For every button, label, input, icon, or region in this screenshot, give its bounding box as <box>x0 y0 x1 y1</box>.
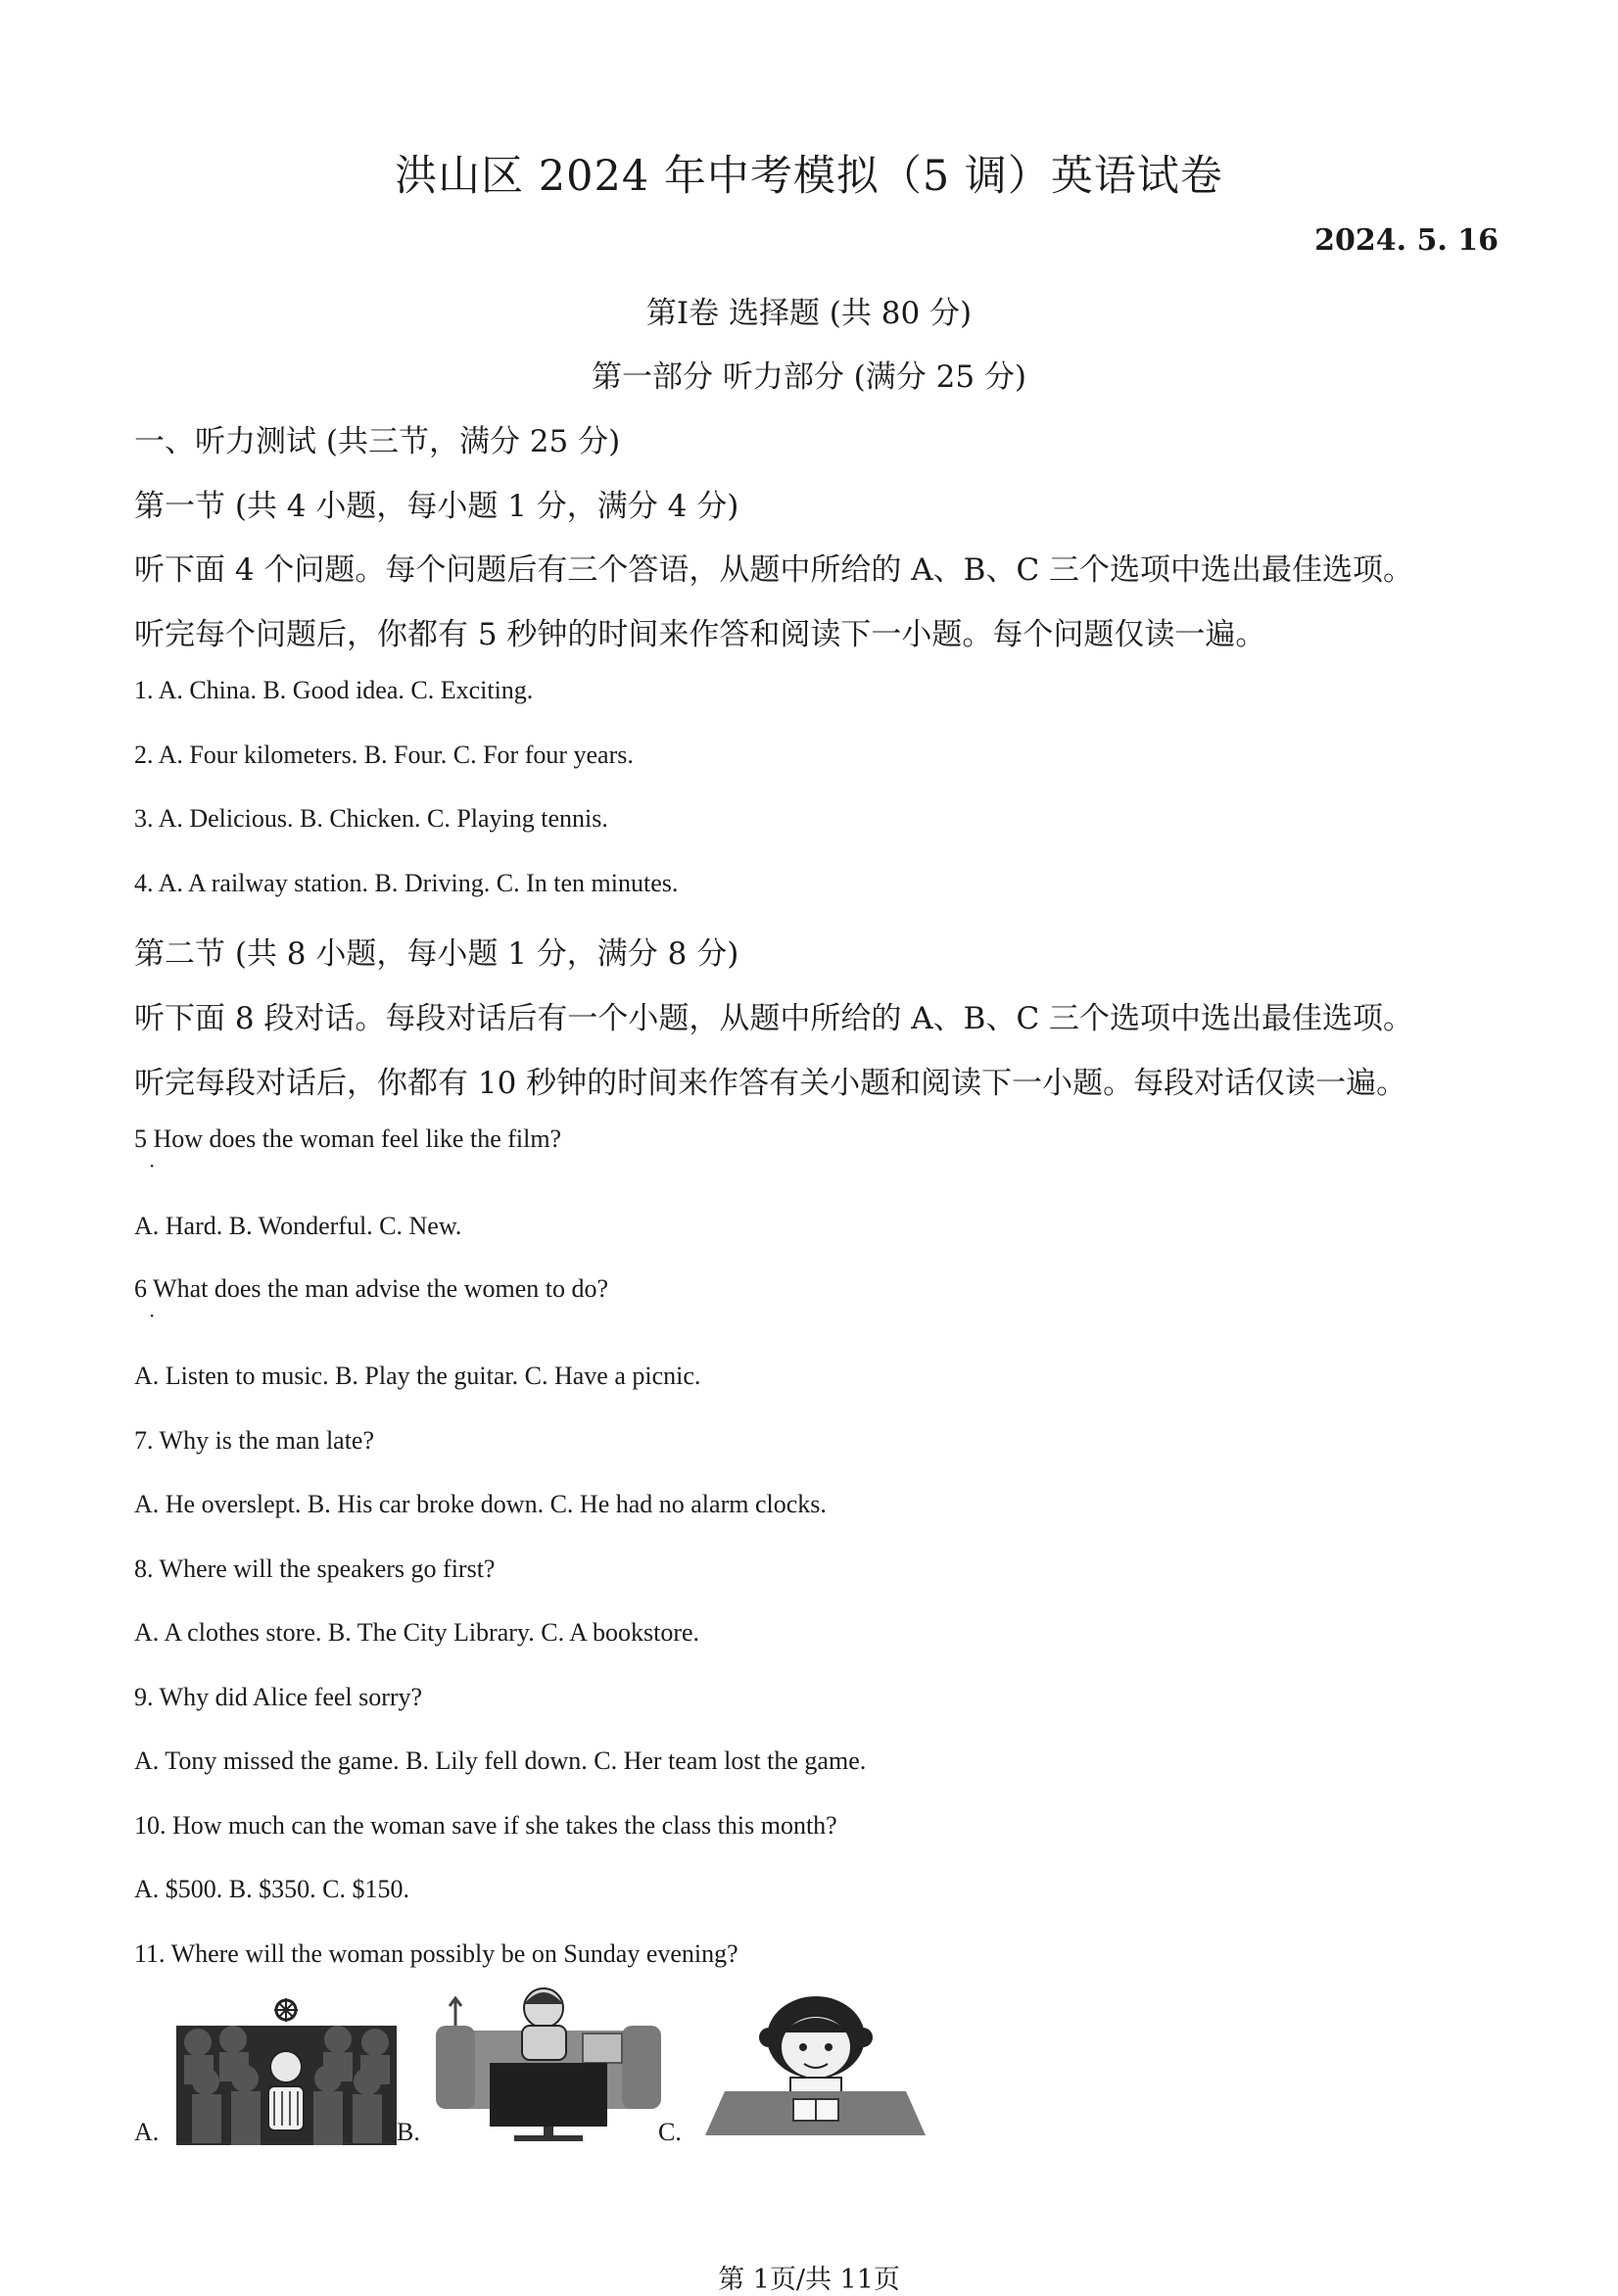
section1-heading: 第一节 (共 4 小题，每小题 1 分，满分 4 分) <box>134 489 739 524</box>
q11-option-b-label: B. <box>397 2118 420 2146</box>
section1-instruction-1: 听下面 4 个问题。每个问题后有三个答语，从题中所给的 A、B、C 三个选项中选出最佳选项。 <box>134 552 1414 588</box>
question-9: 9. Why did Alice feel sorry? <box>134 1683 423 1711</box>
question-2: 2. A. Four kilometers. B. Four. C. For four years. <box>134 741 634 769</box>
cinema-picture <box>176 1998 397 2145</box>
question-1: 1. A. China. B. Good idea. C. Exciting. <box>134 676 534 704</box>
question-11: 11. Where will the woman possibly be on Sunday evening? <box>134 1939 738 1968</box>
section2-instruction-2: 听完每段对话后，你都有 10 秒钟的时间来作答有关小题和阅读下一小题。每段对话仅读一遍。 <box>134 1066 1407 1101</box>
question-5: 5 How does the woman feel like the film? <box>134 1124 562 1153</box>
part-title: 第一部分 听力部分 (满分 25 分) <box>591 359 1027 395</box>
question-6-dot: · <box>149 1304 156 1327</box>
watching-tv-picture <box>436 1986 661 2143</box>
section2-heading: 第二节 (共 8 小题，每小题 1 分，满分 8 分) <box>134 936 739 972</box>
question-9-options: A. Tony missed the game. B. Lily fell down. C. Her team lost the game. <box>134 1746 867 1775</box>
question-6-options: A. Listen to music. B. Play the guitar. C. Have a picnic. <box>134 1362 701 1390</box>
question-7: 7. Why is the man late? <box>134 1426 375 1455</box>
volume-title: 第Ⅰ卷 选择题 (共 80 分) <box>645 296 973 331</box>
question-3: 3. A. Delicious. B. Chicken. C. Playing tennis. <box>134 804 608 833</box>
question-5-options: A. Hard. B. Wonderful. C. New. <box>134 1212 462 1240</box>
question-10: 10. How much can the woman save if she takes the class this month? <box>134 1811 837 1840</box>
section-heading: 一、听力测试 (共三节，满分 25 分) <box>134 424 621 459</box>
question-7-options: A. He overslept. B. His car broke down. C. He had no alarm clocks. <box>134 1490 827 1518</box>
question-10-options: A. $500. B. $350. C. $150. <box>134 1875 409 1903</box>
section1-instruction-2: 听完每个问题后，你都有 5 秒钟的时间来作答和阅读下一小题。每个问题仅读一遍。 <box>134 617 1266 652</box>
question-5-dot: · <box>149 1154 156 1177</box>
page-footer: 第 1页/共 11页 <box>718 2265 900 2295</box>
section2-instruction-1: 听下面 8 段对话。每段对话后有一个小题，从题中所给的 A、B、C 三个选项中选出最佳选项。 <box>134 1001 1414 1036</box>
question-6: 6 What does the man advise the women to do? <box>134 1274 609 1303</box>
studying-picture <box>700 1993 930 2140</box>
q11-option-a-label: A. <box>134 2118 160 2146</box>
question-8-options: A. A clothes store. B. The City Library. C. A bookstore. <box>134 1618 700 1647</box>
exam-date: 2024. 5. 16 <box>1314 223 1499 258</box>
q11-option-c-label: C. <box>658 2118 682 2146</box>
page-title: 洪山区 2024 年中考模拟（5 调）英语试卷 <box>395 152 1223 201</box>
question-4: 4. A. A railway station. B. Driving. C. In ten minutes. <box>134 869 679 897</box>
question-8: 8. Where will the speakers go first? <box>134 1555 496 1583</box>
